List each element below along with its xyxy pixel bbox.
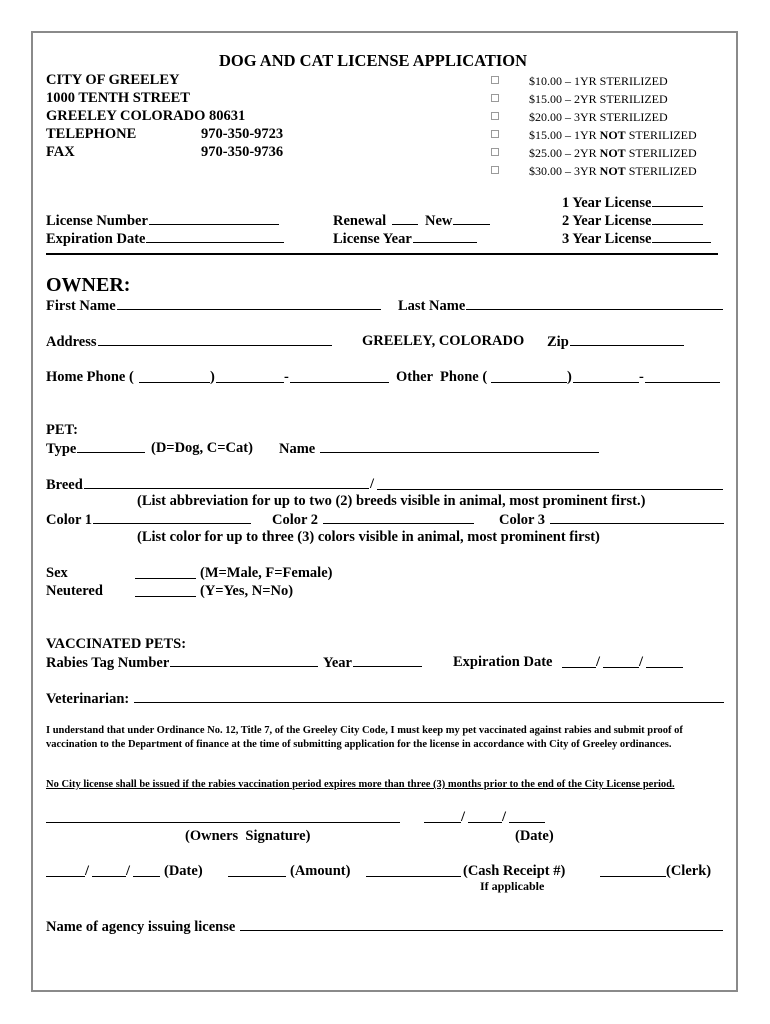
color-1-field[interactable]: Color 1 — [46, 511, 252, 529]
fee-checkbox[interactable] — [491, 130, 499, 138]
vaccine-year-field[interactable]: Year — [323, 654, 423, 672]
fee-checkbox[interactable] — [491, 112, 499, 120]
section-divider — [46, 253, 718, 255]
office-date-year[interactable] — [133, 876, 160, 877]
office-date-label: (Date) — [164, 863, 203, 879]
signature-date-month[interactable] — [424, 822, 461, 823]
home-phone-field[interactable] — [290, 382, 389, 383]
signature-date-year[interactable] — [509, 822, 545, 823]
expiration-month-field[interactable] — [562, 667, 596, 668]
telephone-number: 970-350-9723 — [201, 126, 284, 142]
address-field[interactable]: Address — [46, 333, 333, 351]
fee-option: $20.00 – 3YR STERILIZED — [529, 110, 668, 124]
owner-heading: OWNER: — [46, 274, 131, 296]
signature-date-label: (Date) — [515, 828, 554, 844]
city-state-label: GREELEY, COLORADO — [362, 333, 525, 349]
color-2-field[interactable]: Color 2 — [272, 511, 475, 529]
fee-option: $15.00 – 1YR NOT STERILIZED — [529, 128, 697, 142]
fee-option: $15.00 – 2YR STERILIZED — [529, 92, 668, 106]
cash-receipt-label: (Cash Receipt #) — [463, 863, 566, 879]
two-year-license-field[interactable]: 2 Year License — [562, 212, 704, 230]
license-notice: No City license shall be issued if the rabies vaccination period expires more than three (3) months prior to the end of the City License period. — [46, 779, 675, 790]
fee-option: $10.00 – 1YR STERILIZED — [529, 74, 668, 88]
pet-heading: PET: — [46, 422, 78, 438]
pet-name-field[interactable]: Name — [279, 440, 600, 458]
new-field[interactable]: New — [425, 212, 491, 230]
office-date-day[interactable] — [92, 876, 126, 877]
issuing-agency-field[interactable]: Name of agency issuing license — [46, 918, 724, 936]
signature-date-day[interactable] — [468, 822, 502, 823]
three-year-license-field[interactable]: 3 Year License — [562, 230, 712, 248]
fee-checkbox[interactable] — [491, 94, 499, 102]
pet-type-field[interactable]: Type — [46, 440, 146, 458]
license-year-field[interactable]: License Year — [333, 230, 478, 248]
telephone-label: TELEPHONE — [46, 126, 137, 142]
fee-checkbox[interactable] — [491, 166, 499, 174]
expiration-year-field[interactable] — [646, 667, 683, 668]
color-3-field[interactable]: Color 3 — [499, 511, 725, 529]
renewal-field[interactable]: Renewal — [333, 212, 419, 230]
form-title: DOG AND CAT LICENSE APPLICATION — [219, 51, 528, 70]
owners-signature-label: (Owners Signature) — [185, 828, 311, 844]
rabies-tag-field[interactable]: Rabies Tag Number — [46, 654, 319, 672]
color-hint: (List color for up to three (3) colors visible in animal, most prominent first) — [137, 529, 600, 545]
neutered-hint: (Y=Yes, N=No) — [200, 583, 294, 599]
expiration-date-field[interactable]: Expiration Date — [46, 230, 285, 248]
amount-label: (Amount) — [290, 863, 351, 879]
breed-hint: (List abbreviation for up to two (2) breeds visible in animal, most prominent first.) — [137, 493, 646, 509]
veterinarian-field[interactable]: Veterinarian: — [46, 690, 725, 708]
fax-label: FAX — [46, 144, 75, 160]
fee-checkbox[interactable] — [491, 76, 499, 84]
if-applicable-note: If applicable — [480, 879, 545, 893]
clerk-field[interactable] — [600, 876, 666, 877]
clerk-label: (Clerk) — [666, 863, 712, 879]
first-name-field[interactable]: First Name — [46, 297, 382, 315]
zip-field[interactable]: Zip — [547, 333, 685, 351]
license-number-field[interactable]: License Number — [46, 212, 280, 230]
sex-label: Sex — [46, 565, 68, 581]
fee-option: $30.00 – 3YR NOT STERILIZED — [529, 164, 697, 178]
breed-primary-field[interactable]: Breed — [46, 476, 370, 494]
office-date-month[interactable] — [46, 876, 85, 877]
last-name-field[interactable]: Last Name — [398, 297, 724, 315]
vaccinated-heading: VACCINATED PETS: — [46, 636, 187, 652]
pet-type-hint: (D=Dog, C=Cat) — [151, 440, 253, 456]
owner-signature-field[interactable] — [46, 822, 400, 823]
ordinance-disclaimer: I understand that under Ordinance No. 12, Title 7, of the Greeley City Code, I must keep my pet vaccinated against rabies and submit proof of vaccination to the Department of finance at the time of submitting application for the license in accordance with City of Greeley ordinances. — [46, 725, 683, 750]
one-year-license-field[interactable]: 1 Year License — [562, 194, 704, 212]
expiration-label: Expiration Date — [453, 654, 553, 670]
cash-receipt-field[interactable] — [366, 876, 461, 877]
neutered-field[interactable] — [135, 596, 196, 597]
city-state-zip: GREELEY COLORADO 80631 — [46, 108, 246, 124]
fee-checkbox[interactable] — [491, 148, 499, 156]
home-phone-label: Home Phone ( — [46, 369, 134, 385]
sex-field[interactable] — [135, 578, 196, 579]
street-address: 1000 TENTH STREET — [46, 90, 190, 106]
sex-hint: (M=Male, F=Female) — [200, 565, 333, 581]
other-phone-field[interactable] — [645, 382, 720, 383]
expiration-day-field[interactable] — [603, 667, 639, 668]
fee-option: $25.00 – 2YR NOT STERILIZED — [529, 146, 697, 160]
fax-number: 970-350-9736 — [201, 144, 284, 160]
neutered-label: Neutered — [46, 583, 103, 599]
breed-secondary-field[interactable] — [377, 489, 723, 490]
amount-field[interactable] — [228, 876, 286, 877]
other-phone-label: Other Phone ( — [396, 369, 488, 385]
city-name: CITY OF GREELEY — [46, 72, 180, 88]
